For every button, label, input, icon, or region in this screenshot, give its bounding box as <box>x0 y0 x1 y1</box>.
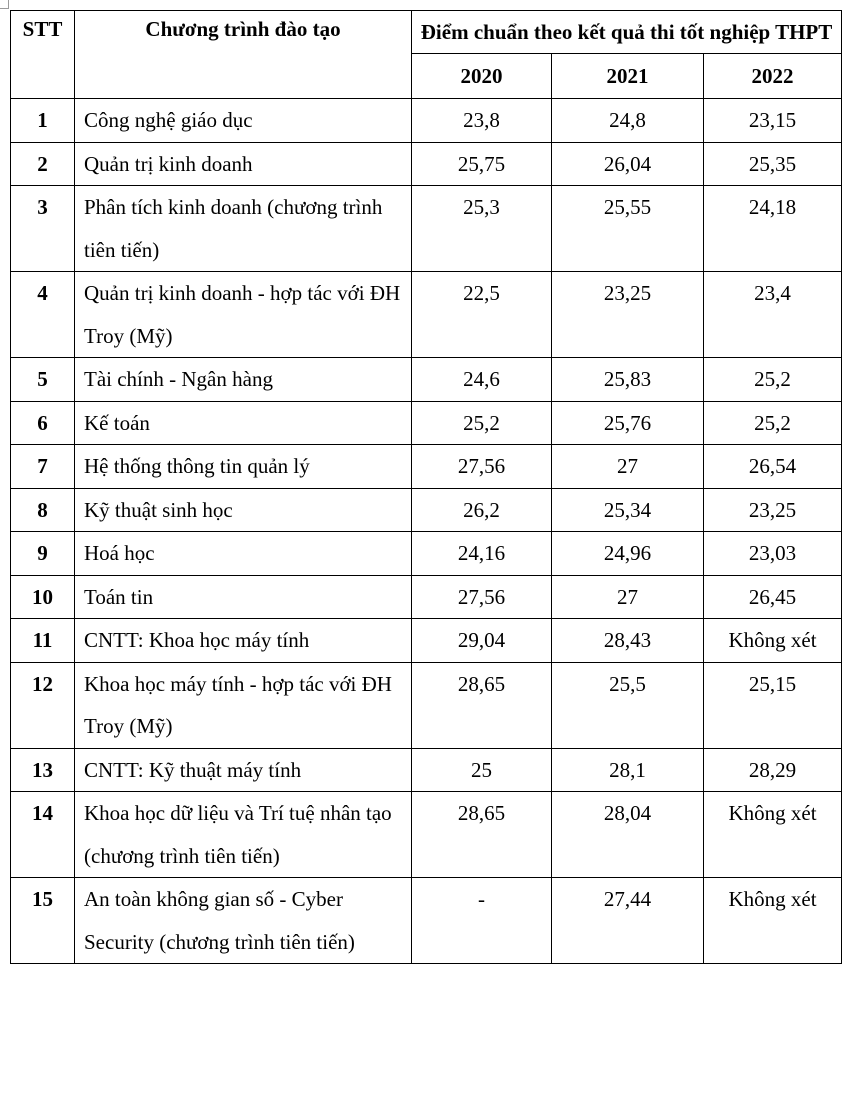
table-row <box>11 358 842 402</box>
score-2021: 27,44 <box>552 878 704 964</box>
program-name: Toán tin <box>75 575 412 619</box>
score-2022: 25,35 <box>704 142 842 186</box>
header-stt: STT <box>11 11 75 99</box>
score-2020: - <box>412 878 552 964</box>
admission-score-table <box>10 10 842 964</box>
score-2021: 23,25 <box>552 272 704 358</box>
score-2021: 28,1 <box>552 748 704 792</box>
score-2021: 26,04 <box>552 142 704 186</box>
score-2020: 24,16 <box>412 532 552 576</box>
program-name: Khoa học dữ liệu và Trí tuệ nhân tạo (chương trình tiên tiến) <box>75 792 412 878</box>
score-2021: 27 <box>552 575 704 619</box>
score-2020: 28,65 <box>412 662 552 748</box>
score-2020: 27,56 <box>412 575 552 619</box>
score-2022: 23,4 <box>704 272 842 358</box>
score-2020: 29,04 <box>412 619 552 663</box>
score-2022: 23,03 <box>704 532 842 576</box>
program-name: Phân tích kinh doanh (chương trình tiên tiến) <box>75 186 412 272</box>
score-2021: 25,55 <box>552 186 704 272</box>
score-2022: 24,18 <box>704 186 842 272</box>
score-2022: Không xét <box>704 878 842 964</box>
program-name: CNTT: Kỹ thuật máy tính <box>75 748 412 792</box>
table-row <box>11 532 842 576</box>
score-2022: 26,45 <box>704 575 842 619</box>
header-program: Chương trình đào tạo <box>75 11 412 99</box>
score-2022: Không xét <box>704 619 842 663</box>
score-2022: 25,15 <box>704 662 842 748</box>
table-body <box>11 99 842 964</box>
program-name: Hệ thống thông tin quản lý <box>75 445 412 489</box>
row-number: 7 <box>11 445 75 489</box>
table-row <box>11 99 842 143</box>
program-name: Khoa học máy tính - hợp tác với ĐH Troy (Mỹ) <box>75 662 412 748</box>
program-name: Công nghệ giáo dục <box>75 99 412 143</box>
header-year-2021: 2021 <box>552 54 704 99</box>
score-2020: 27,56 <box>412 445 552 489</box>
score-2020: 25,75 <box>412 142 552 186</box>
row-number: 5 <box>11 358 75 402</box>
row-number: 11 <box>11 619 75 663</box>
table-row <box>11 748 842 792</box>
table-move-handle[interactable] <box>0 0 9 9</box>
table-row <box>11 792 842 878</box>
program-name: Tài chính - Ngân hàng <box>75 358 412 402</box>
score-2020: 25,2 <box>412 401 552 445</box>
header-score-group: Điểm chuẩn theo kết quả thi tốt nghiệp THPT <box>412 11 842 54</box>
table-row <box>11 878 842 964</box>
row-number: 14 <box>11 792 75 878</box>
score-2022: 25,2 <box>704 401 842 445</box>
program-name: Quản trị kinh doanh <box>75 142 412 186</box>
score-2022: 23,25 <box>704 488 842 532</box>
table-row <box>11 142 842 186</box>
table-row <box>11 662 842 748</box>
table-row <box>11 619 842 663</box>
header-year-2020: 2020 <box>412 54 552 99</box>
program-name: CNTT: Khoa học máy tính <box>75 619 412 663</box>
row-number: 15 <box>11 878 75 964</box>
score-2021: 28,43 <box>552 619 704 663</box>
row-number: 13 <box>11 748 75 792</box>
score-2020: 25,3 <box>412 186 552 272</box>
row-number: 9 <box>11 532 75 576</box>
table-row <box>11 445 842 489</box>
header-row <box>11 11 842 54</box>
program-name: Quản trị kinh doanh - hợp tác với ĐH Troy (Mỹ) <box>75 272 412 358</box>
table-row <box>11 488 842 532</box>
score-2022: 26,54 <box>704 445 842 489</box>
table-row <box>11 575 842 619</box>
table-row <box>11 272 842 358</box>
score-2021: 25,5 <box>552 662 704 748</box>
score-2022: 23,15 <box>704 99 842 143</box>
program-name: An toàn không gian số - Cyber Security (chương trình tiên tiến) <box>75 878 412 964</box>
score-2020: 26,2 <box>412 488 552 532</box>
row-number: 8 <box>11 488 75 532</box>
score-2021: 24,8 <box>552 99 704 143</box>
program-name: Kế toán <box>75 401 412 445</box>
row-number: 12 <box>11 662 75 748</box>
score-2020: 22,5 <box>412 272 552 358</box>
score-2021: 27 <box>552 445 704 489</box>
row-number: 4 <box>11 272 75 358</box>
score-2020: 24,6 <box>412 358 552 402</box>
score-2022: Không xét <box>704 792 842 878</box>
row-number: 6 <box>11 401 75 445</box>
table-row <box>11 186 842 272</box>
score-2021: 25,83 <box>552 358 704 402</box>
row-number: 2 <box>11 142 75 186</box>
score-2022: 25,2 <box>704 358 842 402</box>
score-2020: 28,65 <box>412 792 552 878</box>
row-number: 10 <box>11 575 75 619</box>
row-number: 3 <box>11 186 75 272</box>
score-2022: 28,29 <box>704 748 842 792</box>
row-number: 1 <box>11 99 75 143</box>
program-name: Hoá học <box>75 532 412 576</box>
header-year-2022: 2022 <box>704 54 842 99</box>
score-2021: 24,96 <box>552 532 704 576</box>
program-name: Kỹ thuật sinh học <box>75 488 412 532</box>
score-2021: 25,34 <box>552 488 704 532</box>
score-2021: 25,76 <box>552 401 704 445</box>
score-2021: 28,04 <box>552 792 704 878</box>
table-row <box>11 401 842 445</box>
score-2020: 25 <box>412 748 552 792</box>
score-2020: 23,8 <box>412 99 552 143</box>
